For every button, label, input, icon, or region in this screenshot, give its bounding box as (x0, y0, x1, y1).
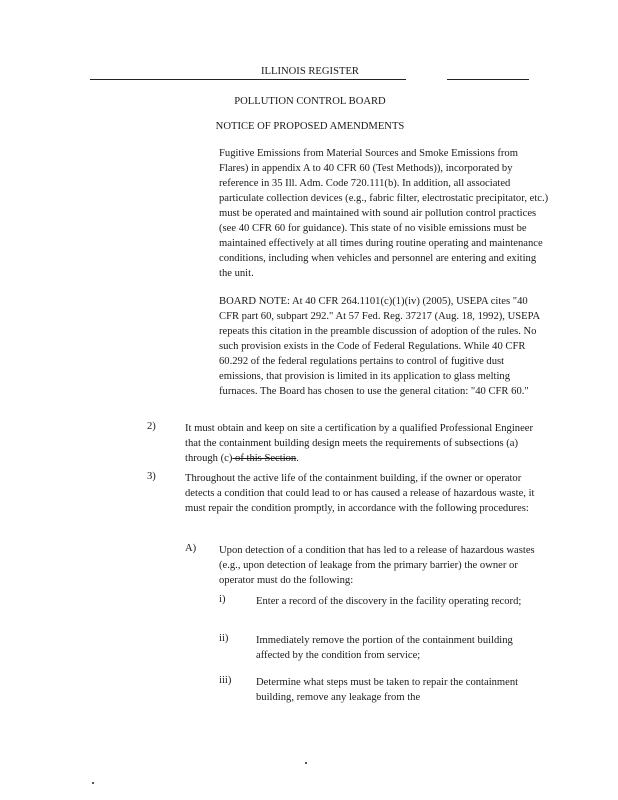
notice-title: NOTICE OF PROPOSED AMENDMENTS (215, 121, 405, 132)
sub-ii-number: ii) (219, 633, 229, 644)
item-2-text: It must obtain and keep on site a certification by a qualified Professional Engineer that the containment building design meets the requirements of subsections (a) through (c) (185, 423, 534, 464)
sub-i-number: i) (219, 594, 226, 605)
sub-i (256, 594, 546, 609)
header-rule-right (447, 79, 529, 80)
item-a (219, 543, 549, 588)
header-rule-left (90, 79, 406, 80)
scan-speck (305, 762, 307, 764)
board-title: POLLUTION CONTROL BOARD (234, 96, 386, 107)
sub-ii-text: Immediately remove the portion of the containment building affected by the condition from service; (256, 635, 513, 661)
sub-iii-text: Determine what steps must be taken to repair the containment building, remove any leakage from the (256, 677, 519, 703)
item-3 (185, 471, 545, 516)
item-2 (185, 421, 545, 466)
item-3-text: Throughout the active life of the containment building, if the owner or operator detects a condition that could lead to or has caused a release of hazardous waste, it must repair the condition promptly, in accordance with the following procedures: (185, 473, 535, 514)
item-2-struck-text: of this Section (232, 453, 297, 464)
continuation-paragraph (219, 146, 549, 281)
board-note-text: BOARD NOTE: At 40 CFR 264.1101(c)(1)(iv) (2005), USEPA cites "40 CFR part 60, subpart 292." At 57 Fed. Reg. 37217 (Aug. 18, 1992), USEPA repeats this citation in the preamble discussion of adoption of the rules. No such provision exists in the Code of Federal Regulations. While 40 CFR 60.292 of the federal regulations pertains to control of fugitive dust emissions, that provision is limited in its application to glass melting furnaces. The Board has chosen to use the general citation: "40 CFR 60." (219, 296, 540, 397)
sub-i-text: Enter a record of the discovery in the facility operating record; (256, 596, 522, 607)
register-title: ILLINOIS REGISTER (261, 66, 359, 77)
item-2-number: 2) (147, 421, 156, 432)
item-3-number: 3) (147, 471, 156, 482)
continuation-text: Fugitive Emissions from Material Sources and Smoke Emissions from Flares) in appendix A to 40 CFR 60 (Test Methods)), incorporated by reference in 35 Ill. Adm. Code 720.111(b). In addition, all associated particulate collection devices (e.g., fabric filter, electrostatic precipitator, etc.) must be operated and maintained with sound air pollution control practices (see 40 CFR 60 for guidance). This state of no visible emissions must be maintained effectively at all times during routine operating and maintenance conditions, including when vehicles and personnel are entering and exiting the unit. (219, 148, 549, 279)
sub-iii (256, 675, 546, 705)
sub-ii (256, 633, 546, 663)
item-a-text: Upon detection of a condition that has led to a release of hazardous wastes (e.g., upon detection of leakage from the primary barrier) the owner or operator must do the following: (219, 545, 535, 586)
item-a-number: A) (185, 543, 197, 554)
item-2-end: . (296, 453, 299, 464)
scan-speck (92, 782, 94, 784)
board-note (219, 294, 549, 399)
sub-iii-number: iii) (219, 675, 232, 686)
